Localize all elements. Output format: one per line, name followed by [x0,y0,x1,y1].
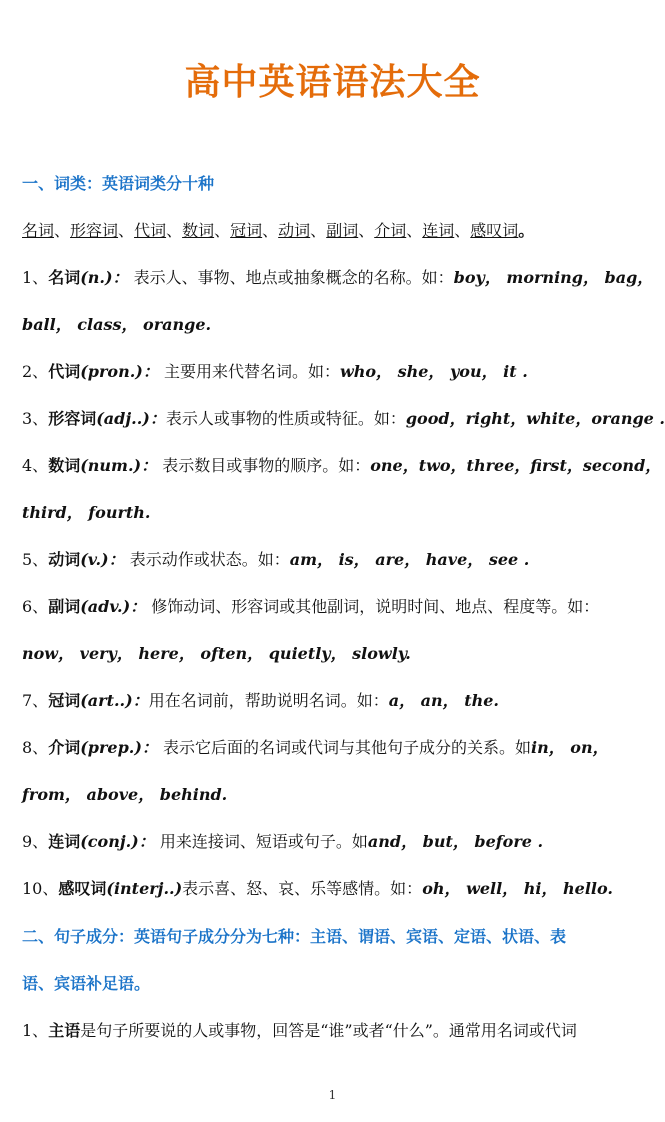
definition-preposition: 8、介词(prep.)： 表示它后面的名词或代词与其他句子成分的关系。如in， on， [22,738,609,757]
examples: one，two，three，first，second， [370,456,662,475]
definition-verb: 5、动词(v.)： 表示动作或状态。如：am， is， are， have， see . [22,550,530,569]
examples: a， an， the. [388,691,499,710]
word-class-link: 动词 [278,221,311,240]
term: 形容词 [48,409,97,428]
section-heading-word-classes: 一、词类：英语词类分十种 [22,174,215,193]
word-class-list: 名词、形容词、代词、数词、冠词、动词、副词、介词、连词、感叹词。 [22,221,535,240]
examples: boy， morning， bag， [453,268,654,287]
word-class-link: 形容词 [70,221,119,240]
examples: am， is， are， have， see . [289,550,530,569]
examples-continued: third， fourth. [22,503,151,522]
word-class-link: 代词 [134,221,167,240]
word-class-link: 感叹词 [470,221,519,240]
definition-pronoun: 2、代词(pron.)： 主要用来代替名词。如：who， she， you， it . [22,362,528,381]
word-class-link: 副词 [326,221,359,240]
term: 主语 [48,1021,81,1040]
examples: and， but， before . [367,832,544,851]
term: 动词 [48,550,81,569]
examples-continued: ball， class， orange. [22,315,212,334]
definition-adjective: 3、形容词(adj..)：表示人或事物的性质或特征。如：good，right，white，orange . [22,409,665,428]
definition-noun: 1、名词(n.)： 表示人、事物、地点或抽象概念的名称。如：boy， morning， bag， [22,268,654,287]
examples-continued: now， very， here， often， quietly， slowly. [22,644,411,663]
word-class-link: 连词 [422,221,455,240]
term: 数词 [48,456,81,475]
term: 连词 [48,832,81,851]
page-number: 1 [328,1088,337,1102]
definition-subject: 1、主语是句子所要说的人或事物，回答是“谁”或者“什么”。通常用名词或代词 [22,1021,577,1040]
term: 冠词 [48,691,81,710]
section-heading-sentence-elements-continued: 语、宾语补足语。 [22,974,151,993]
definition-article: 7、冠词(art..)：用在名词前，帮助说明名词。如：a， an， the. [22,691,499,710]
examples: who， she， you， it . [339,362,528,381]
section-heading-sentence-elements: 二、句子成分：英语句子成分分为七种：主语、谓语、宾语、定语、状语、表 [22,927,567,946]
word-class-link: 名词 [22,221,55,240]
definition-interjection: 10、感叹词(interj..)表示喜、怒、哀、乐等感情。如：oh， well， hi， hello. [22,879,613,898]
term: 副词 [48,597,81,616]
term: 代词 [48,362,81,381]
term: 名词 [48,268,81,287]
term: 感叹词 [58,879,107,898]
examples: oh， well， hi， hello. [422,879,613,898]
term: 介词 [48,738,81,757]
page-title: 高中英语语法大全 [184,62,481,103]
examples: in， on， [531,738,609,757]
examples-continued: from， above， behind. [22,785,228,804]
definition-adverb: 6、副词(adv.)： 修饰动词、形容词或其他副词，说明时间、地点、程度等。如： [22,597,600,616]
word-class-link: 数词 [182,221,215,240]
definition-conjunction: 9、连词(conj.)： 用来连接词、短语或句子。如and， but， before . [22,832,544,851]
word-class-link: 冠词 [230,221,263,240]
word-class-link: 介词 [374,221,407,240]
examples: good，right，white，orange . [405,409,665,428]
definition-numeral: 4、数词(num.)： 表示数目或事物的顺序。如：one，two，three，first，second， [22,456,662,475]
